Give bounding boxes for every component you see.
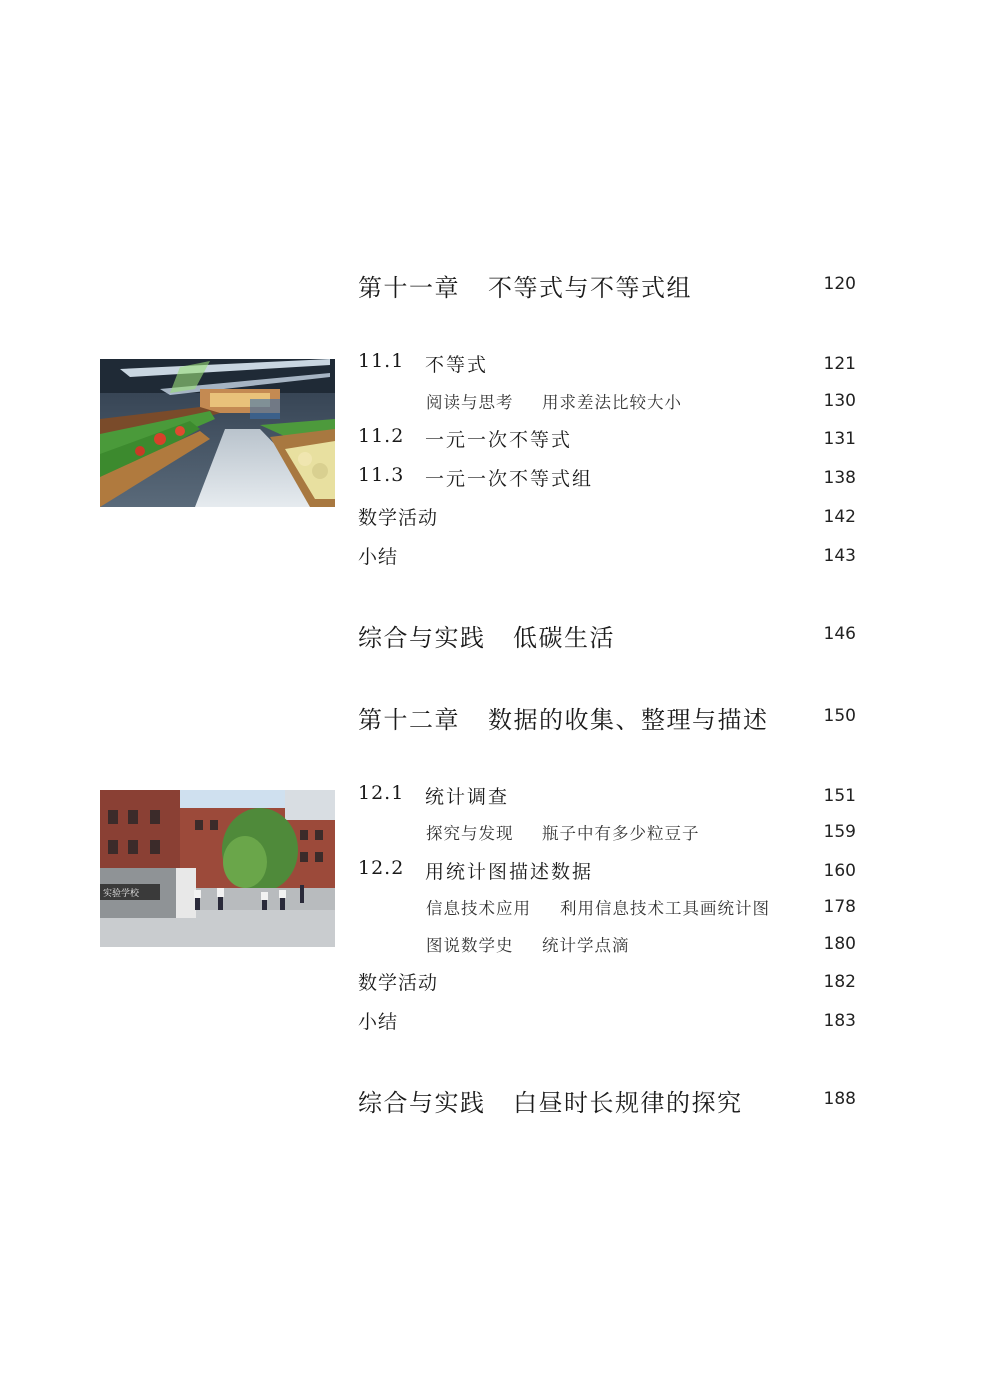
school-photo: [100, 790, 335, 947]
page-number: 142: [823, 507, 856, 527]
toc-section-11-3[interactable]: [358, 464, 856, 494]
sub-label: 图说数学史: [426, 936, 514, 955]
page-number: 130: [823, 391, 856, 411]
practice-label: 综合与实践: [358, 1089, 486, 1117]
page-number: 178: [823, 897, 856, 917]
entry-title: 数学活动: [358, 972, 439, 994]
sub-title: 统计学点滴: [542, 936, 630, 955]
toc-sub-info-tech[interactable]: [358, 895, 856, 925]
toc-sub-explore-discover[interactable]: [358, 820, 856, 850]
sub-label: 探究与发现: [426, 824, 514, 843]
page-number: 138: [823, 468, 856, 488]
page-number: 131: [823, 429, 856, 449]
page-number: 150: [823, 706, 856, 726]
chapter-number: 第十一章: [358, 274, 460, 302]
sub-label: 信息技术应用: [426, 899, 531, 918]
practice-title: 白昼时长规律的探究: [513, 1089, 743, 1117]
page-number: 143: [823, 546, 856, 566]
section-title: 统计调查: [425, 786, 510, 808]
toc-activity-12[interactable]: [358, 968, 856, 998]
page-number: 182: [823, 972, 856, 992]
section-number: 11.2: [358, 425, 405, 447]
practice-title: 低碳生活: [513, 624, 615, 652]
toc-section-11-1[interactable]: [358, 350, 856, 380]
chapter-number: 第十二章: [358, 706, 460, 734]
sub-title: 用求差法比较大小: [542, 393, 682, 412]
practice-label: 综合与实践: [358, 624, 486, 652]
entry-title: 小结: [358, 1011, 399, 1033]
toc-sub-math-history[interactable]: [358, 932, 856, 962]
page-number: 183: [823, 1011, 856, 1031]
supermarket-photo: [100, 359, 335, 507]
toc-chapter-12[interactable]: [358, 700, 856, 734]
section-number: 12.2: [358, 857, 405, 879]
toc-section-12-1[interactable]: [358, 782, 856, 812]
toc-section-12-2[interactable]: [358, 857, 856, 887]
sub-title: 瓶子中有多少粒豆子: [542, 824, 700, 843]
toc-practice-low-carbon[interactable]: [358, 618, 856, 652]
toc-summary-11[interactable]: [358, 542, 856, 572]
section-title: 一元一次不等式: [425, 429, 573, 451]
chapter-title: 数据的收集、整理与描述: [488, 706, 769, 734]
page-number: 151: [823, 786, 856, 806]
page-number: 121: [823, 354, 856, 374]
page-number: 180: [823, 934, 856, 954]
section-title: 用统计图描述数据: [425, 861, 594, 883]
toc-chapter-11[interactable]: [358, 268, 856, 302]
page-number: 146: [823, 624, 856, 644]
section-title: 一元一次不等式组: [425, 468, 594, 490]
chapter-title: 不等式与不等式组: [488, 274, 692, 302]
toc-section-11-2[interactable]: [358, 425, 856, 455]
entry-title: 小结: [358, 546, 399, 568]
sub-label: 阅读与思考: [426, 393, 514, 412]
section-number: 11.1: [358, 350, 405, 372]
page-number: 120: [823, 274, 856, 294]
sub-title: 利用信息技术工具画统计图: [560, 899, 770, 918]
toc-sub-reading-thinking[interactable]: [358, 389, 856, 419]
toc-summary-12[interactable]: [358, 1007, 856, 1037]
page-number: 160: [823, 861, 856, 881]
school-sign: 实验学校: [103, 889, 140, 899]
entry-title: 数学活动: [358, 507, 439, 529]
toc-practice-daylight[interactable]: [358, 1083, 856, 1117]
section-title: 不等式: [425, 354, 489, 376]
section-number: 11.3: [358, 464, 405, 486]
section-number: 12.1: [358, 782, 405, 804]
page-number: 188: [823, 1089, 856, 1109]
toc-activity-11[interactable]: [358, 503, 856, 533]
page-number: 159: [823, 822, 856, 842]
